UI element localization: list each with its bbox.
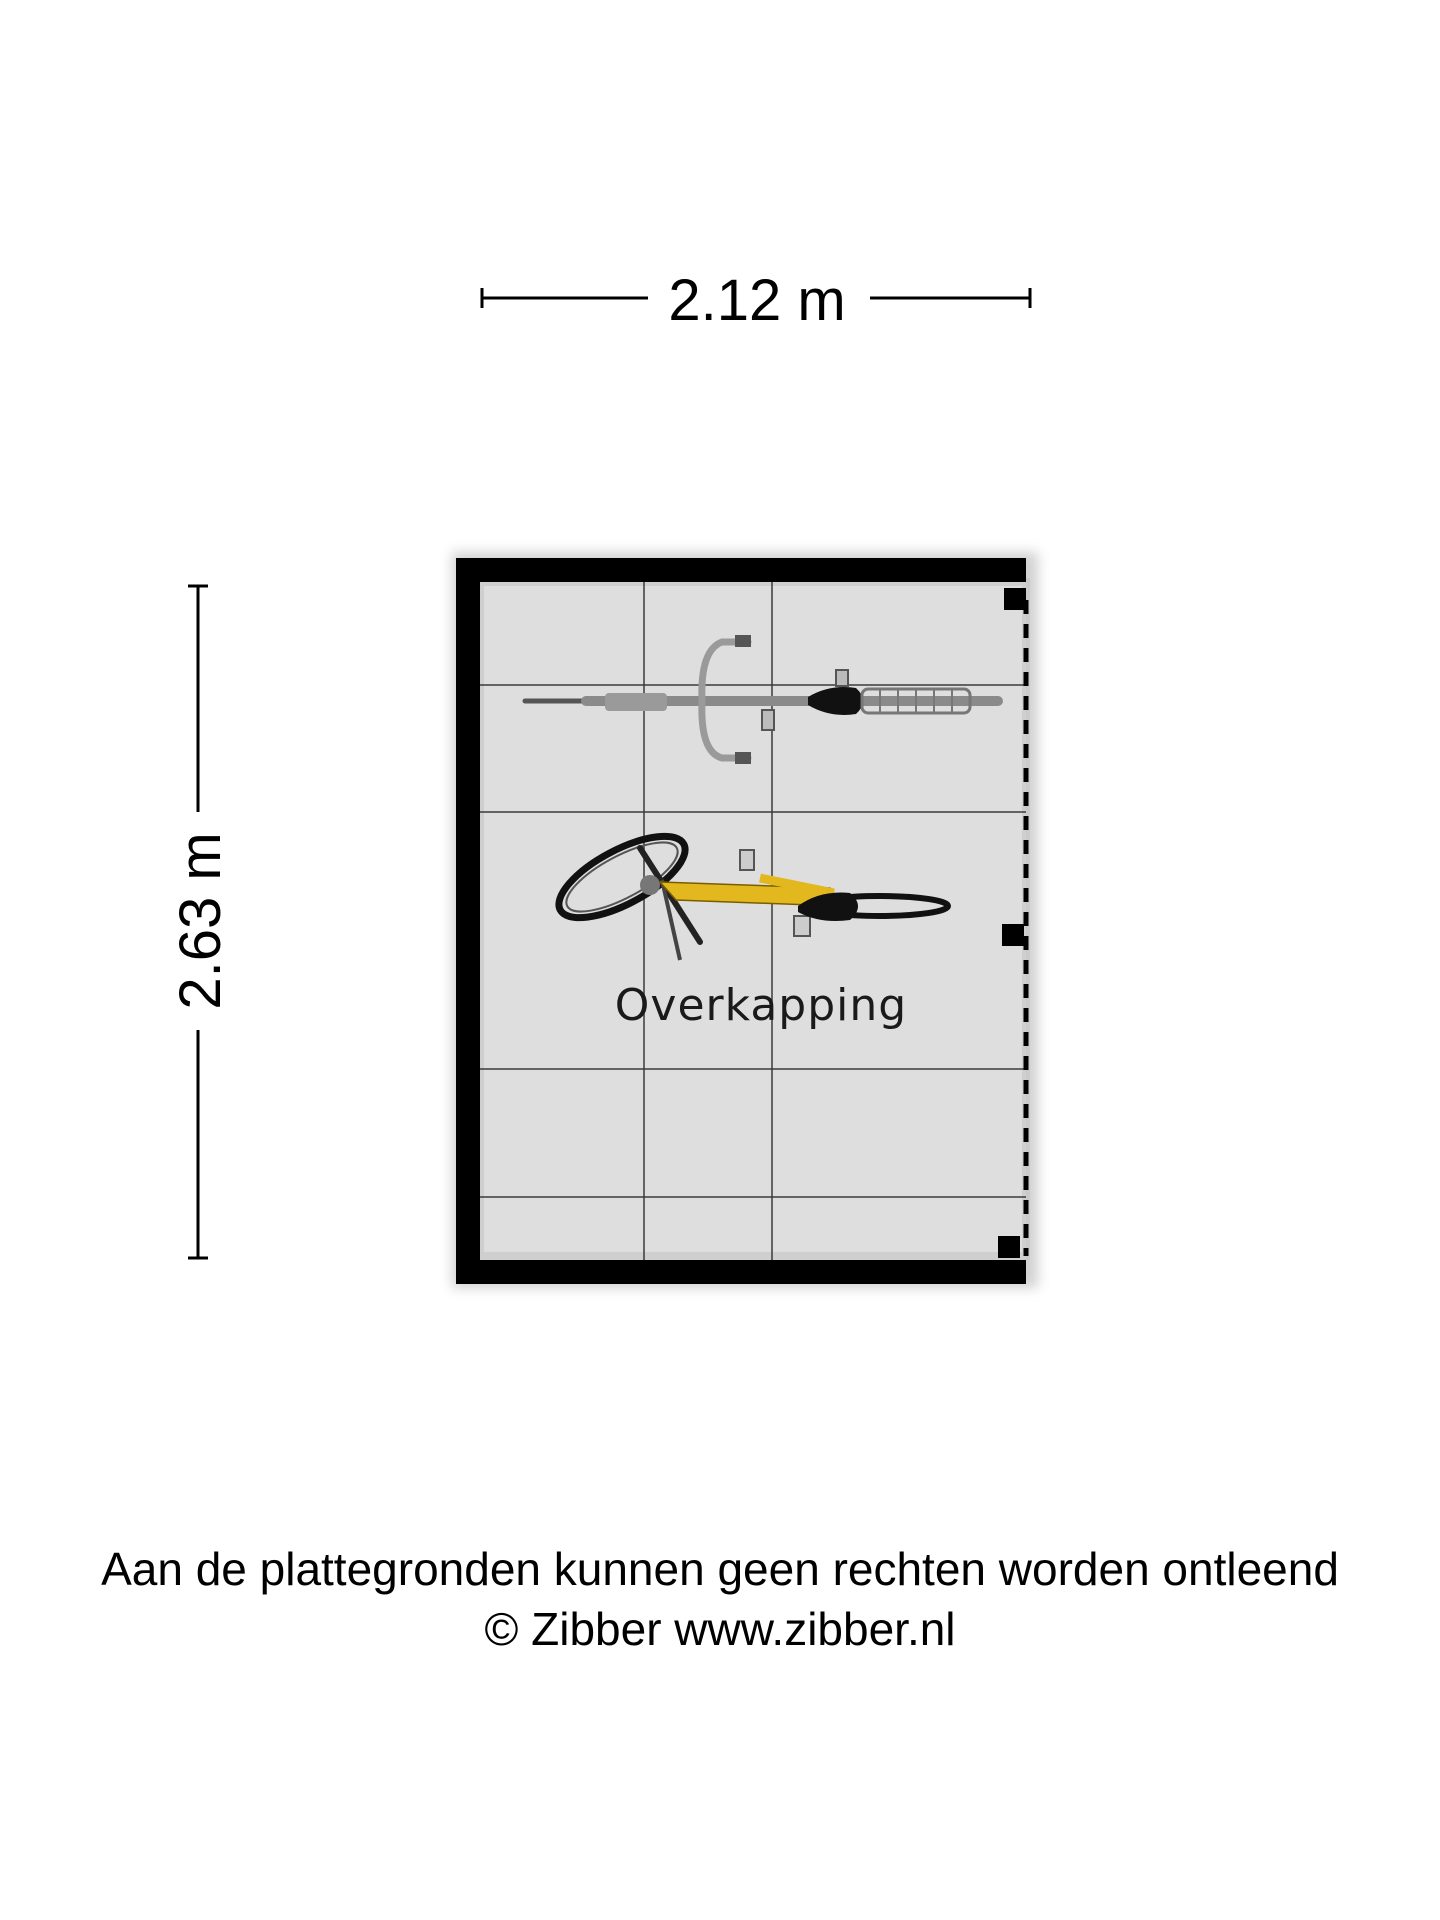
post-top xyxy=(1004,588,1026,610)
room-overkapping xyxy=(452,552,1038,1288)
room-floor xyxy=(456,558,1026,1284)
room-label: Overkapping xyxy=(614,980,908,1031)
disclaimer-text: Aan de plattegronden kunnen geen rechten worden ontleend xyxy=(101,1543,1339,1595)
post-bottom xyxy=(998,1236,1020,1258)
depth-dimension xyxy=(168,586,233,1258)
width-dimension-label: 2.12 m xyxy=(668,268,846,333)
copyright-text: © Zibber www.zibber.nl xyxy=(484,1603,956,1655)
wall-bottom xyxy=(456,1260,1026,1284)
post-middle xyxy=(1002,924,1024,946)
width-dimension xyxy=(482,268,1030,333)
wall-top xyxy=(456,558,1026,582)
depth-dimension-label: 2.63 m xyxy=(168,832,233,1010)
wall-left xyxy=(456,558,480,1284)
